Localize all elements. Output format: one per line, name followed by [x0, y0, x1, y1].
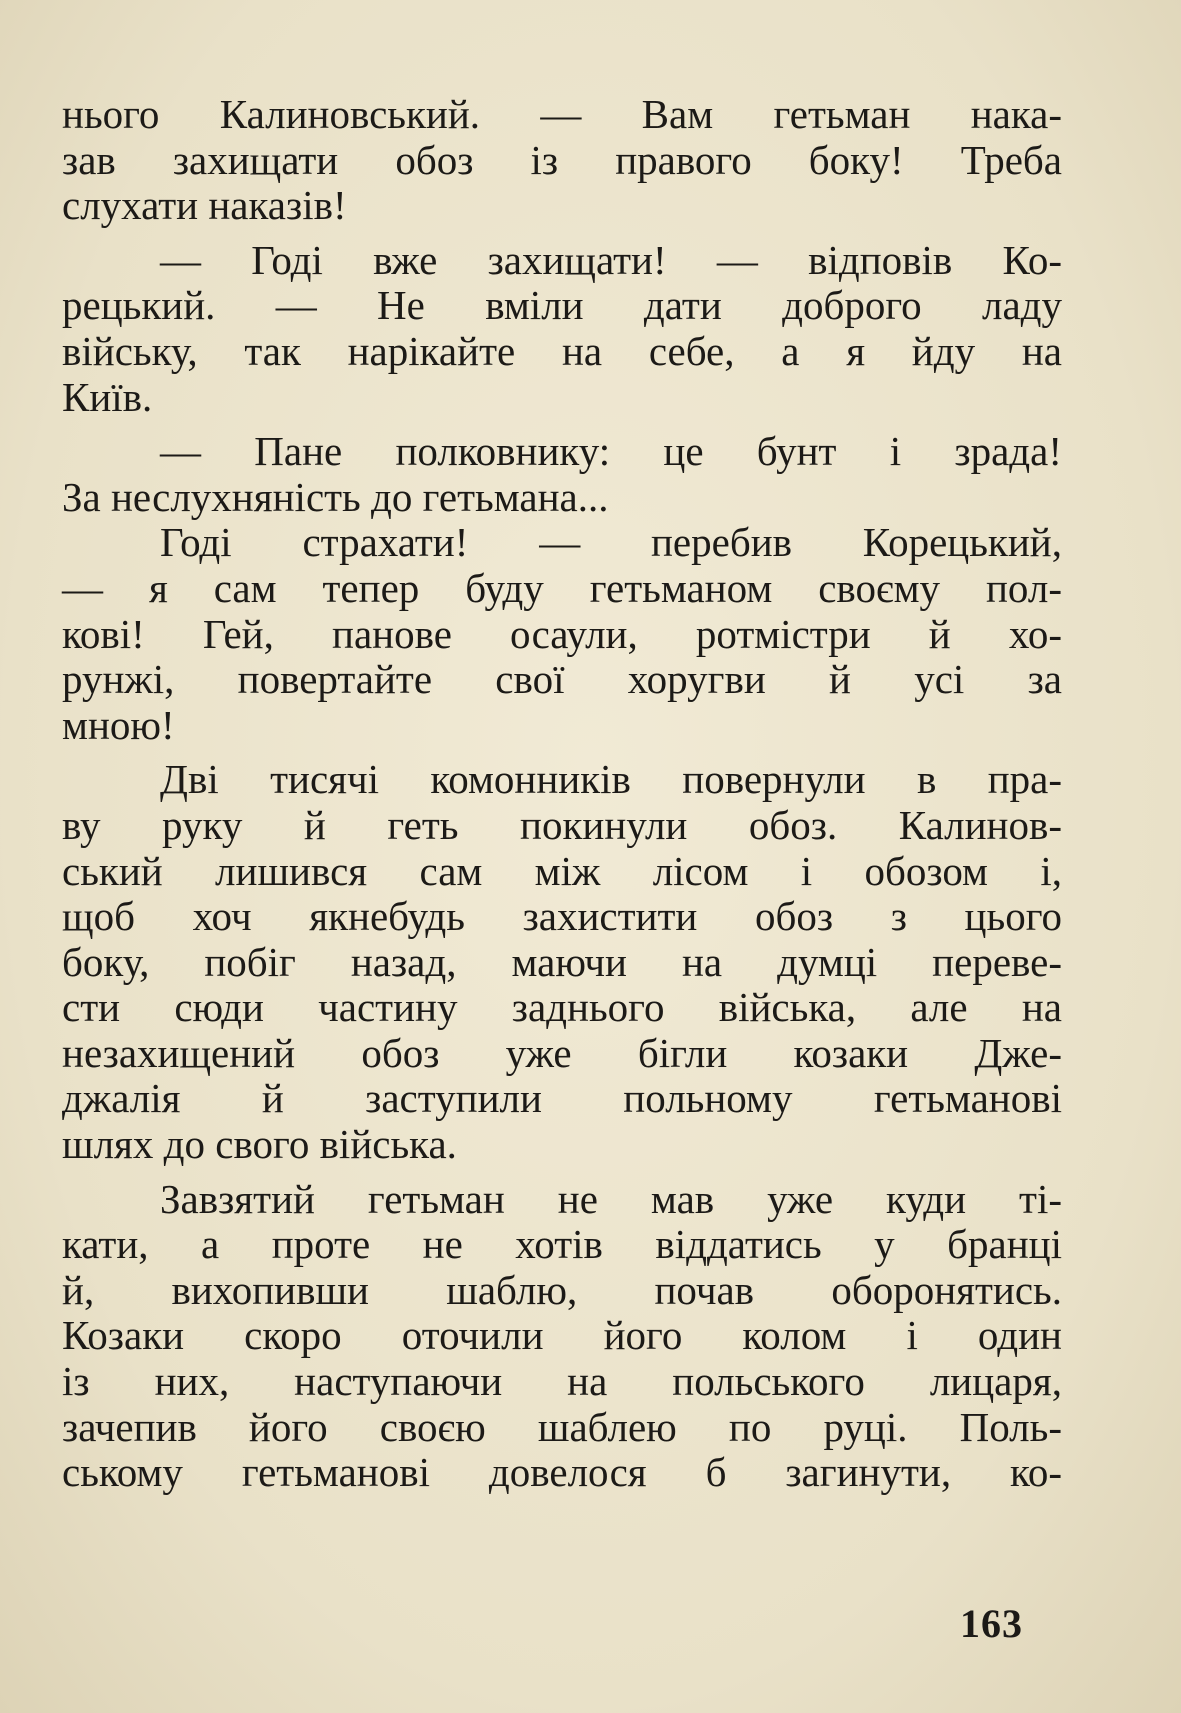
- text-line: війську, так нарікайте на себе, а я йду на: [62, 327, 1062, 374]
- text-line: зав захищати обоз із правого боку! Треба: [62, 136, 1062, 183]
- text-line: слухати наказів!: [62, 182, 347, 229]
- text-line: нього Калиновський. — Вам гетьман нака-: [62, 91, 1062, 137]
- text-line: Дві тисячі комонників повернули в пра-: [160, 756, 1062, 803]
- text-line: щоб хоч якнебудь захистити обоз з цього: [62, 893, 1062, 940]
- text-line: сти сюди частину заднього війська, але на: [62, 984, 1062, 1031]
- text-line: зачепив його своєю шаблею по руці. Поль-: [62, 1403, 1062, 1450]
- text-line: — Пане полковнику: це бунт і зрада!: [160, 428, 1062, 475]
- text-line: — я сам тепер буду гетьманом своєму пол-: [62, 564, 1062, 611]
- text-line: незахищений обоз уже бігли козаки Дже-: [62, 1029, 1062, 1076]
- text-line: кати, а проте не хотів віддатись у бранці: [62, 1221, 1062, 1268]
- text-line: мною!: [62, 701, 175, 748]
- text-line: Завзятий гетьман не мав уже куди ті-: [160, 1175, 1062, 1222]
- text-line: шлях до свого війська.: [62, 1121, 457, 1168]
- text-line: — Годі вже захищати! — відповів Ко-: [160, 236, 1062, 283]
- text-line: рецький. — Не вміли дати доброго ладу: [62, 282, 1062, 329]
- text-line: Годі страхати! — перебив Корецький,: [160, 519, 1062, 566]
- page-number: 163: [960, 1601, 1023, 1646]
- text-line: Козаки скоро оточили його колом і один: [62, 1312, 1062, 1359]
- text-line: ському гетьманові довелося б загинути, ко-: [62, 1449, 1062, 1496]
- text-line: рунжі, повертайте свої хоругви й усі за: [62, 656, 1062, 703]
- text-line: За неслухняність до гетьмана...: [62, 473, 609, 520]
- text-line: ський лишився сам між лісом і обозом і,: [62, 847, 1062, 894]
- text-line: джалія й заступили польному гетьманові: [62, 1075, 1062, 1122]
- body-text: [62, 92, 1062, 1496]
- text-line: боку, побіг назад, маючи на думці переве-: [62, 938, 1062, 985]
- text-line: із них, наступаючи на польського лицаря,: [62, 1358, 1062, 1405]
- text-line: й, вихопивши шаблю, почав оборонятись.: [62, 1266, 1062, 1313]
- text-line: кові! Гей, панове осаули, ротмістри й хо-: [62, 610, 1062, 657]
- text-line: ву руку й геть покинули обоз. Калинов-: [62, 801, 1062, 848]
- text-line: Київ.: [62, 373, 153, 420]
